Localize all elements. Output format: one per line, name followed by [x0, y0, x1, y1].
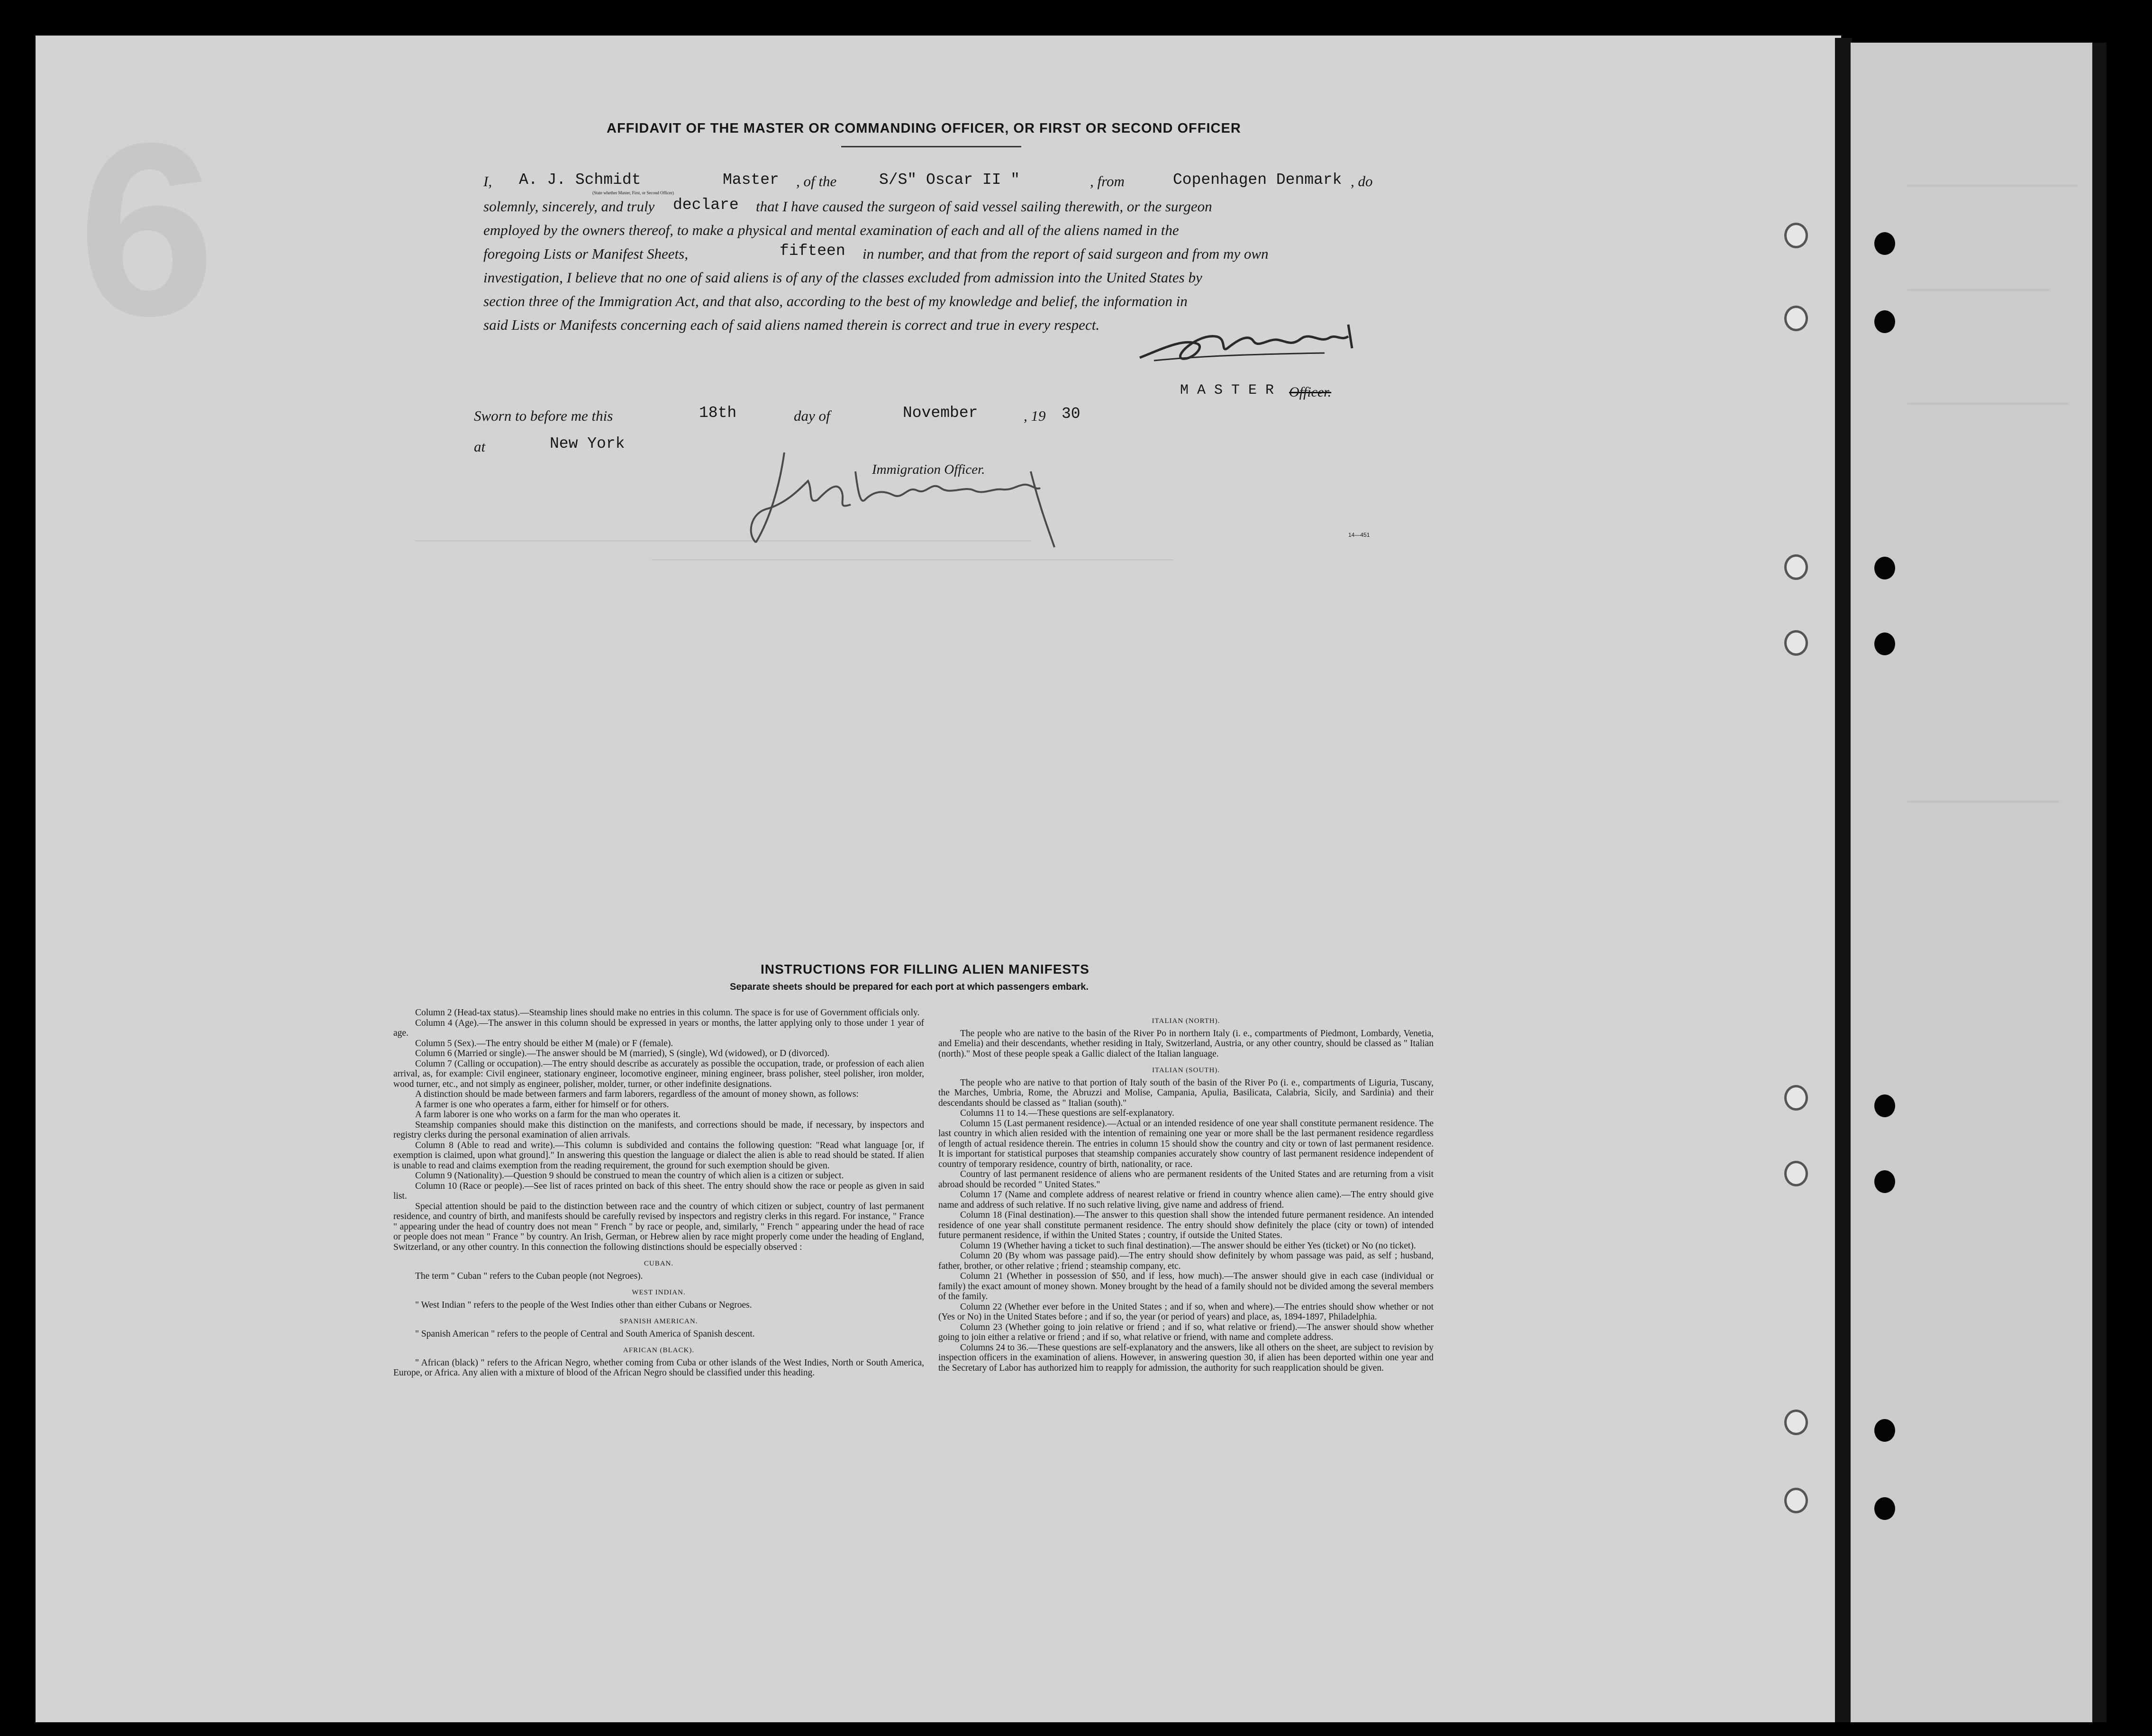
punch-hole	[1784, 1161, 1808, 1186]
bleed-through-rule	[1907, 185, 2078, 187]
instruction-paragraph: The people who are native to the basin of the River Po in northern Italy (i. e., compartments of Piedmont, Lombardy, Venetia, and Emelia) and their descendants, whether residing in Italy, Switzerland, Austria, or any other country, should be classed as " Italian (north)." Most of these people speak a Gallic dialect of the Italian language.	[938, 1028, 1434, 1059]
punch-hole	[1874, 557, 1895, 579]
bleed-through-rule	[1907, 289, 2050, 291]
immigration-officer-label: Immigration Officer.	[872, 462, 985, 477]
section-heading: CUBAN.	[644, 1260, 674, 1267]
binding-gutter	[1835, 38, 1852, 1722]
instruction-paragraph: Column 9 (Nationality).—Question 9 should be construed to mean the country of which alien is a citizen or subject.	[415, 1171, 844, 1181]
section-heading: ITALIAN (SOUTH).	[1152, 1067, 1220, 1074]
punch-hole	[1874, 1170, 1895, 1193]
day-of-label: day of	[794, 407, 830, 424]
punch-hole	[1874, 633, 1895, 655]
pronoun: I,	[483, 173, 492, 190]
bleed-through-text	[1870, 109, 1878, 142]
do-label: , do	[1351, 173, 1373, 190]
punch-hole	[1784, 306, 1808, 331]
punch-hole	[1874, 1419, 1895, 1442]
punch-hole	[1784, 223, 1808, 248]
instruction-paragraph: Column 17 (Name and complete address of nearest relative or friend in country whence alien came).—The entry should give name and address of such relative. If no such relative living, give name and address of friend.	[938, 1190, 1434, 1210]
adjacent-page-edge	[1851, 43, 2107, 1722]
sworn-place: New York	[550, 435, 625, 452]
sheet-count: fifteen	[780, 242, 845, 260]
instruction-paragraph: Column 15 (Last permanent residence).—Actual or an intended residence of one year shall constitute permanent residence. The last country in which alien resided with the intention of remaining one year or more shall be the last permanent residence regardless of length of actual residence therein. The entries in column 15 should show the country and city or town of last permanent residence. It is important for statistical purposes that steamship companies accurately show country of last permanent residence independent of country of temporary residence, country of birth, nationality, or race.	[938, 1118, 1434, 1169]
instruction-paragraph: Columns 24 to 36.—These questions are self-explanatory and the answers, like all others on the sheet, are subject to revision by inspection officers in the examination of aliens. However, in answering question 30, if alien has been deported within one year and the Secretary of Labor has authorized him to reapply for admission, the authority for such reapplication should be given.	[938, 1342, 1434, 1373]
instruction-paragraph: Column 23 (Whether going to join relative or friend ; and if so, what relative or friend).—The answer should show whether going to join either a relative or friend ; and if so, what relative or friend, with name and complete address.	[938, 1322, 1434, 1342]
immigration-officer-signature	[727, 443, 1116, 552]
declare-word: declare	[673, 196, 739, 214]
sworn-day: 18th	[699, 404, 737, 422]
from-label: , from	[1090, 173, 1125, 190]
punch-hole	[1784, 1488, 1808, 1513]
instruction-paragraph: A farm laborer is one who works on a farm for the man who operates it.	[415, 1110, 681, 1120]
instruction-paragraph: Column 7 (Calling or occupation).—The entry should describe as accurately as possible the occupation, trade, or profession of each alien arrival, as, for example: Civil engineer, stationary engineer, locomotive engineer, mining engineer, brass polisher, steel polisher, iron molder, wood turner, etc., and not simply as engineer, polisher, molder, turner, or other indefinite designations.	[393, 1058, 924, 1089]
punch-hole	[1784, 554, 1808, 580]
section-heading: SPANISH AMERICAN.	[619, 1318, 698, 1325]
instructions-subtitle: Separate sheets should be prepared for each port at which passengers embark.	[730, 982, 1089, 992]
instruction-paragraph: Column 22 (Whether ever before in the United States ; and if so, when and where).—The entries should show whether or not (Yes or No) in the United States before ; and if so, the year (or period of years) and place, as, 1894-1897, Philadelphia.	[938, 1302, 1434, 1322]
instruction-paragraph: A distinction should be made between farmers and farm laborers, regardless of the amount of money shown, as follows:	[415, 1089, 859, 1099]
section-heading: WEST INDIAN.	[632, 1289, 686, 1296]
bleed-through-rule	[652, 559, 1173, 561]
instruction-paragraph: Country of last permanent residence of aliens who are permanent residents of the United States and are returning from a visit abroad should be recorded " United States."	[938, 1169, 1434, 1190]
page-edge-shadow	[2092, 43, 2107, 1722]
officer-name: A. J. Schmidt	[519, 171, 641, 189]
oath-text: employed by the owners thereof, to make a physical and mental examination of each and all of the aliens named in the	[483, 222, 1179, 238]
instruction-paragraph: Column 20 (By whom was passage paid).—The entry should show definitely by whom passage was paid, as self ; husband, father, brother, or other relative ; friend ; steamship company, etc.	[938, 1251, 1434, 1271]
instruction-paragraph: Steamship companies should make this distinction on the manifests, and corrections should be made, if necessary, by inspectors and registry clerks during the personal examination of alien arrivals.	[393, 1120, 924, 1140]
instructions-right-column	[938, 1016, 1434, 1373]
year-suffix: 30	[1062, 405, 1081, 423]
rank-note: (State whether Master, First, or Second Officer)	[592, 190, 674, 195]
instruction-paragraph: " Spanish American " refers to the people of Central and South America of Spanish descent.	[415, 1329, 755, 1339]
oath-text: solemnly, sincerely, and truly	[483, 198, 655, 215]
instruction-paragraph: Column 2 (Head-tax status).—Steamship lines should make no entries in this column. The space is for use of Government officials only.	[415, 1008, 920, 1018]
instruction-paragraph: Column 4 (Age).—The answer in this column should be expressed in years or months, the latter applying only to those under 1 year of age.	[393, 1018, 924, 1038]
vessel-name: S/S" Oscar II "	[879, 171, 1020, 189]
instruction-paragraph: Column 21 (Whether in possession of $50, and if less, how much).—The answer should give in each case (individual or family) the exact amount of money shown. Money brought by the head of a family should not be divided among the several members of the family.	[938, 1271, 1434, 1302]
bleed-through-numeral: 6	[78, 92, 216, 367]
oath-text: that I have caused the surgeon of said vessel sailing therewith, or the surgeon	[756, 198, 1212, 215]
departure-port: Copenhagen Denmark	[1173, 171, 1342, 189]
officer-rank: Master	[723, 171, 779, 189]
punch-hole	[1874, 232, 1895, 255]
punch-hole	[1874, 1094, 1895, 1117]
section-heading: AFRICAN (BLACK).	[623, 1347, 695, 1354]
instruction-paragraph: Column 5 (Sex).—The entry should be either M (male) or F (female).	[415, 1038, 673, 1049]
punch-hole	[1784, 630, 1808, 656]
bleed-through-rule	[1907, 801, 2059, 803]
sworn-label: Sworn to before me this	[474, 407, 613, 424]
officer-title-struck: Officer.	[1289, 384, 1332, 400]
instruction-paragraph: Column 6 (Married or single).—The answer should be M (married), S (single), Wd (widowed), or D (divorced).	[415, 1049, 830, 1058]
instruction-paragraph: Column 8 (Able to read and write).—This column is subdivided and contains the following question: "Read what language [or, if exemption is claimed, upon what ground]." In answering this question the language or dialect the alien is able to read should be stated. If alien is unable to read and claims exemption from the reading requirement, the ground for such exemption should be given.	[393, 1140, 924, 1171]
manifest-page	[36, 36, 1841, 1722]
oath-text: investigation, I believe that no one of said aliens is of any of the classes excluded from admission into the United States by	[483, 269, 1202, 286]
instruction-paragraph: Special attention should be paid to the distinction between race and the country of which citizen or subject, country of last permanent residence, and country of birth, and manifests should be carefully revised by inspectors and registry clerks in this regard. For instance, " France " appearing under the head of country does not mean " French " by race or people, and, similarly, " French " appearing under the head of race or people does not mean " France " by country. An Irish, German, or Hebrew alien by race might properly come under the heading of England, Switzerland, or any other country. In this connection the following distinctions should be especially observed :	[393, 1201, 924, 1252]
punch-hole	[1874, 1497, 1895, 1520]
instruction-paragraph: The people who are native to that portion of Italy south of the basin of the River Po (i. e., compartments of Liguria, Tuscany, the Marches, Umbria, Rome, the Abruzzi and Molise, Campania, Apulia, Basilicata, Calabria, Sicily, and Sardinia) and their descendants should be classed as " Italian (south)."	[938, 1077, 1434, 1108]
oath-text: in number, and that from the report of said surgeon and from my own	[863, 245, 1269, 262]
instruction-paragraph: Column 19 (Whether having a ticket to such final destination).—The answer should be either Yes (ticket) or No (no ticket).	[960, 1240, 1416, 1251]
master-title-typed: M A S T E R	[1180, 382, 1274, 398]
master-signature	[1126, 315, 1391, 372]
punch-hole	[1784, 1085, 1808, 1111]
affidavit-title: AFFIDAVIT OF THE MASTER OR COMMANDING OFFICER, OR FIRST OR SECOND OFFICER	[607, 121, 1241, 136]
instruction-paragraph: Column 10 (Race or people).—See list of races printed on back of this sheet. The entry should show the race or people as given in said list.	[393, 1181, 924, 1201]
title-underline	[841, 146, 1021, 147]
of-the-label: , of the	[796, 173, 837, 190]
year-prefix: , 19	[1024, 407, 1046, 424]
section-heading: ITALIAN (NORTH).	[1152, 1017, 1220, 1025]
oath-text: foregoing Lists or Manifest Sheets,	[483, 245, 688, 262]
instruction-paragraph: The term " Cuban " refers to the Cuban people (not Negroes).	[415, 1271, 643, 1281]
instruction-paragraph: Column 18 (Final destination).—The answer to this question shall show the intended future permanent residence. An intended residence of one year shall constitute permanent residence. The entry should show definitely the place (city or town) of intended future permanent residence, if within the United States ; country, if outside the United States.	[938, 1210, 1434, 1240]
oath-text: section three of the Immigration Act, and that also, according to the best of my knowledge and belief, the information in	[483, 293, 1188, 309]
instruction-paragraph: Columns 11 to 14.—These questions are self-explanatory.	[960, 1108, 1174, 1118]
at-label: at	[474, 438, 486, 455]
oath-text: said Lists or Manifests concerning each of said aliens named therein is correct and true in every respect.	[483, 316, 1100, 333]
bleed-through-rule	[1907, 403, 2069, 405]
punch-hole	[1784, 1410, 1808, 1435]
punch-hole	[1874, 310, 1895, 333]
instruction-paragraph: " African (black) " refers to the African Negro, whether coming from Cuba or other islands of the West Indies, North or South America, Europe, or Africa. Any alien with a mixture of blood of the African Negro should be classified under this heading.	[393, 1357, 924, 1378]
instructions-left-column	[393, 1008, 924, 1378]
instruction-paragraph: A farmer is one who operates a farm, either for himself or for others.	[415, 1099, 669, 1110]
instruction-paragraph: " West Indian " refers to the people of the West Indies other than either Cubans or Negroes.	[415, 1300, 752, 1310]
sworn-month: November	[903, 404, 978, 422]
instructions-title: INSTRUCTIONS FOR FILLING ALIEN MANIFESTS	[761, 962, 1090, 976]
form-number: 14—451	[1348, 532, 1370, 538]
